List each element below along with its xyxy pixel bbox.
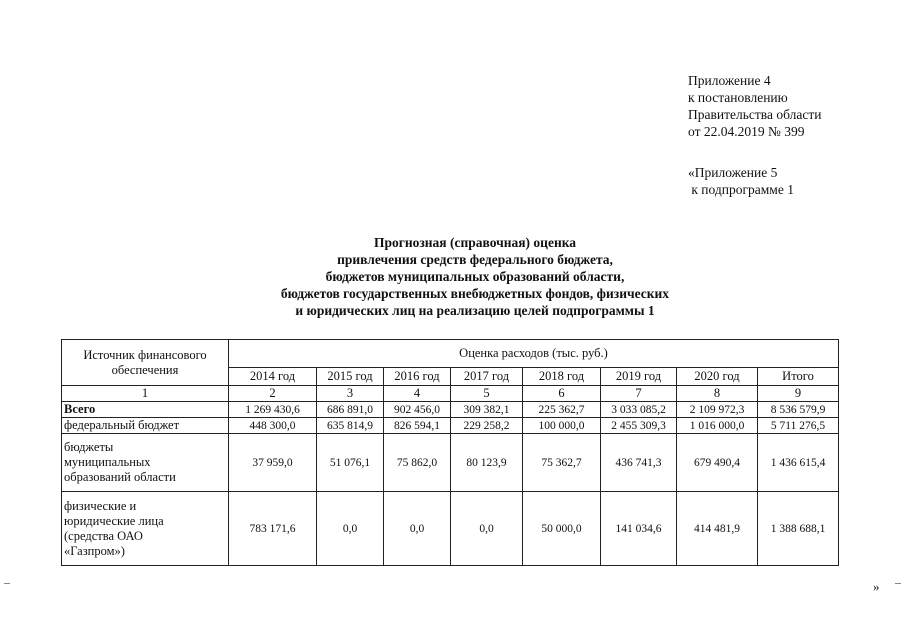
- year-header: 2019 год: [601, 368, 677, 386]
- col-number: 3: [317, 386, 384, 402]
- appendix-line: к постановлению: [688, 90, 788, 105]
- cell-value: 2 109 972,3: [677, 402, 758, 418]
- cell-value: 635 814,9: [317, 418, 384, 434]
- cell-value: 783 171,6: [229, 492, 317, 566]
- col-number: 1: [62, 386, 229, 402]
- col-number: 5: [451, 386, 523, 402]
- cell-value: 3 033 085,2: [601, 402, 677, 418]
- cell-value: 2 455 309,3: [601, 418, 677, 434]
- table-row: [62, 434, 839, 492]
- cell-value: 826 594,1: [384, 418, 451, 434]
- appendix-line: к подпрограмме 1: [688, 182, 794, 197]
- cell-value: 902 456,0: [384, 402, 451, 418]
- year-header: 2015 год: [317, 368, 384, 386]
- scan-mark: [895, 583, 901, 584]
- appendix-line: Приложение 4: [688, 73, 771, 88]
- cell-value: 229 258,2: [451, 418, 523, 434]
- cell-value: 0,0: [451, 492, 523, 566]
- cell-value: 1 388 688,1: [758, 492, 839, 566]
- cell-value: 80 123,9: [451, 434, 523, 492]
- cell-value: 50 000,0: [523, 492, 601, 566]
- cell-value: 141 034,6: [601, 492, 677, 566]
- col-number: 7: [601, 386, 677, 402]
- appendix-line: от 22.04.2019 № 399: [688, 124, 805, 139]
- closing-quote: »: [873, 579, 880, 594]
- cell-value: 436 741,3: [601, 434, 677, 492]
- cell-value: 686 891,0: [317, 402, 384, 418]
- row-label: бюджеты муниципальных образований области: [62, 434, 229, 492]
- appendix-block-2: [688, 164, 794, 198]
- appendix-line: Правительства области: [688, 107, 822, 122]
- title-line: и юридических лиц на реализацию целей подпрограммы 1: [295, 303, 655, 318]
- year-header: 2020 год: [677, 368, 758, 386]
- cell-value: 100 000,0: [523, 418, 601, 434]
- document-title: [180, 234, 770, 319]
- cell-value: 679 490,4: [677, 434, 758, 492]
- year-header: 2014 год: [229, 368, 317, 386]
- title-line: привлечения средств федерального бюджета,: [337, 252, 613, 267]
- cell-value: 0,0: [317, 492, 384, 566]
- col-number: 8: [677, 386, 758, 402]
- cell-value: 75 362,7: [523, 434, 601, 492]
- appendix-line: «Приложение 5: [688, 165, 778, 180]
- cell-value: 1 016 000,0: [677, 418, 758, 434]
- year-header: 2018 год: [523, 368, 601, 386]
- title-line: бюджетов муниципальных образований области,: [325, 269, 625, 284]
- table-row: [62, 402, 839, 418]
- estimate-header: Оценка расходов (тыс. руб.): [229, 340, 839, 368]
- cell-value: 0,0: [384, 492, 451, 566]
- title-line: Прогнозная (справочная) оценка: [373, 235, 577, 250]
- cell-value: 1 436 615,4: [758, 434, 839, 492]
- cell-value: 8 536 579,9: [758, 402, 839, 418]
- cell-value: 5 711 276,5: [758, 418, 839, 434]
- cell-value: 51 076,1: [317, 434, 384, 492]
- total-header: Итого: [758, 368, 839, 386]
- row-label: Всего: [62, 402, 229, 418]
- cell-value: 448 300,0: [229, 418, 317, 434]
- row-label: физические и юридические лица (средства ОАО «Газпром»): [62, 492, 229, 566]
- cell-value: 37 959,0: [229, 434, 317, 492]
- cell-value: 414 481,9: [677, 492, 758, 566]
- cell-value: 225 362,7: [523, 402, 601, 418]
- scan-mark: [4, 583, 10, 584]
- row-label: федеральный бюджет: [62, 418, 229, 434]
- cell-value: 1 269 430,6: [229, 402, 317, 418]
- table-row: [62, 418, 839, 434]
- cell-value: 75 862,0: [384, 434, 451, 492]
- table-row: [62, 492, 839, 566]
- col-number: 4: [384, 386, 451, 402]
- year-header: 2017 год: [451, 368, 523, 386]
- funding-table: [61, 339, 839, 566]
- cell-value: 309 382,1: [451, 402, 523, 418]
- appendix-block: [688, 72, 821, 140]
- col-number: 2: [229, 386, 317, 402]
- source-header: Источник финансового обеспечения: [62, 340, 229, 386]
- title-line: бюджетов государственных внебюджетных фондов, физических: [280, 286, 670, 301]
- col-number: 9: [758, 386, 839, 402]
- col-number: 6: [523, 386, 601, 402]
- year-header: 2016 год: [384, 368, 451, 386]
